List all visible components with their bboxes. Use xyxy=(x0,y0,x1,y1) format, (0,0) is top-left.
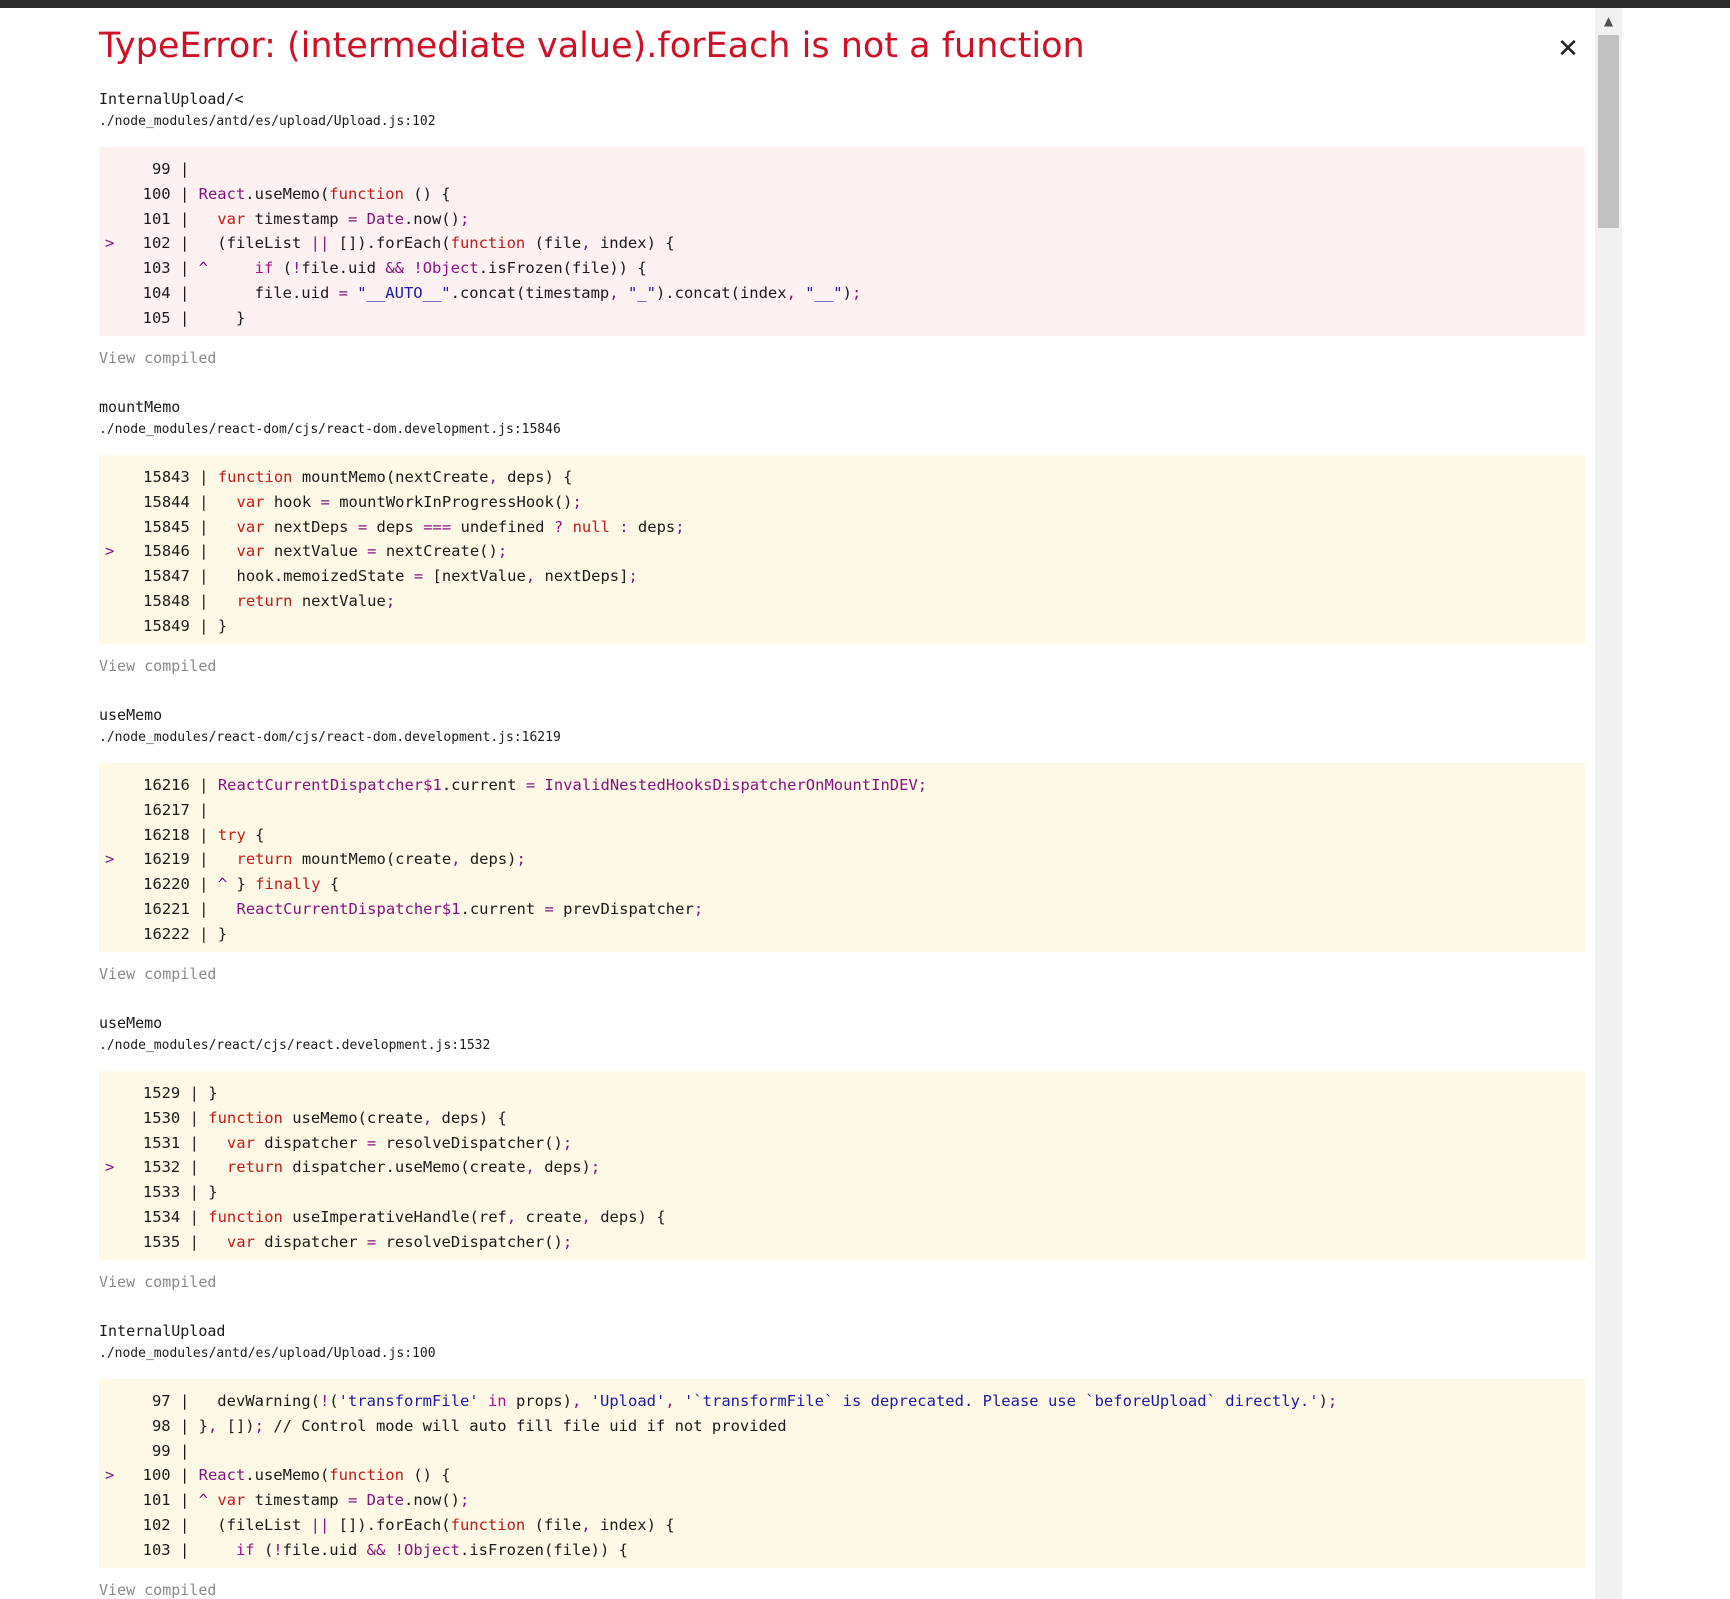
code-line xyxy=(99,1389,1585,1414)
code-text: function mountMemo(nextCreate, deps) { xyxy=(217,468,573,486)
line-number: 16216 xyxy=(143,776,190,794)
gutter-separator: | xyxy=(170,1466,199,1485)
view-compiled-link[interactable]: View compiled xyxy=(99,1273,217,1291)
code-line xyxy=(99,1106,1585,1131)
code-line xyxy=(99,1131,1585,1156)
error-overlay xyxy=(0,8,1595,1599)
code-line xyxy=(99,182,1585,207)
code-line xyxy=(99,490,1585,515)
line-number: 102 xyxy=(142,1515,171,1534)
error-line-marker: > xyxy=(105,1158,115,1177)
code-text: hook.memoizedState = [nextValue, nextDeps]; xyxy=(217,567,638,586)
gutter-separator: | xyxy=(170,1416,199,1435)
line-number: 15845 xyxy=(143,517,190,536)
view-compiled-link[interactable]: View compiled xyxy=(99,965,217,983)
error-line-marker: > xyxy=(105,1466,115,1485)
line-number: 1531 xyxy=(142,1133,181,1152)
line-number: 16218 xyxy=(143,825,190,844)
column-caret: ^ xyxy=(198,1491,208,1510)
line-number: 1530 xyxy=(142,1108,181,1127)
stack-frame xyxy=(99,1013,1585,1321)
error-line-marker: > xyxy=(105,850,115,869)
code-line xyxy=(99,231,1585,256)
code-line xyxy=(99,207,1585,232)
view-compiled-link[interactable]: View compiled xyxy=(99,349,217,367)
gutter-separator: | xyxy=(189,776,218,794)
gutter-separator: | xyxy=(189,899,218,918)
code-snippet xyxy=(99,1071,1585,1260)
code-line xyxy=(99,1180,1585,1205)
line-number: 100 xyxy=(142,1466,171,1485)
gutter-separator: | xyxy=(189,591,218,610)
code-line xyxy=(99,872,1585,897)
code-snippet xyxy=(99,147,1585,336)
code-line xyxy=(99,1488,1585,1513)
line-number: 16222 xyxy=(143,924,190,943)
code-text: React.useMemo(function () { xyxy=(198,184,451,203)
code-line xyxy=(99,773,1585,798)
code-text: (fileList || []).forEach(function (file, index) { xyxy=(198,234,675,253)
line-number: 1532 xyxy=(142,1158,181,1177)
code-text: } xyxy=(208,1183,218,1202)
code-text: } xyxy=(208,1084,218,1102)
frame-function-name: mountMemo xyxy=(99,398,181,416)
stack-frames xyxy=(99,89,1585,1599)
error-line-marker: > xyxy=(105,234,115,253)
line-number: 98 xyxy=(151,1416,171,1435)
line-number: 1534 xyxy=(142,1207,181,1226)
code-line xyxy=(99,1463,1585,1488)
line-number: 15848 xyxy=(143,591,190,610)
code-text: var dispatcher = resolveDispatcher(); xyxy=(226,1232,573,1251)
code-text: var dispatcher = resolveDispatcher(); xyxy=(226,1133,573,1152)
code-text: file.uid = "__AUTO__".concat(timestamp, "_").concat(index, "__"); xyxy=(198,283,862,302)
code-line xyxy=(99,614,1585,639)
code-text: return mountMemo(create, deps); xyxy=(236,850,526,869)
stack-frame xyxy=(99,705,1585,1013)
line-number: 105 xyxy=(142,308,171,327)
gutter-separator: | xyxy=(189,517,218,536)
code-line xyxy=(99,922,1585,947)
gutter-separator: | xyxy=(170,1441,199,1460)
frame-file-location: ./node_modules/antd/es/upload/Upload.js:102 xyxy=(99,114,436,129)
code-text: ReactCurrentDispatcher$1.current = prevDispatcher; xyxy=(236,899,704,918)
code-text: var nextValue = nextCreate(); xyxy=(236,542,508,561)
line-number: 16219 xyxy=(143,850,190,869)
gutter-separator: | xyxy=(180,1133,209,1152)
error-title: TypeError: (intermediate value).forEach is not a function xyxy=(99,26,1085,66)
close-button[interactable] xyxy=(1551,32,1585,66)
gutter-separator: | xyxy=(189,468,218,486)
code-line xyxy=(99,157,1585,182)
line-number: 16217 xyxy=(143,800,190,819)
gutter-separator: | xyxy=(189,850,218,869)
code-text: } finally { xyxy=(236,875,340,894)
line-number: 16220 xyxy=(143,875,190,894)
code-text: if (!file.uid && !Object.isFrozen(file)) { xyxy=(235,1540,628,1559)
error-line-marker: > xyxy=(105,542,115,561)
code-line xyxy=(99,1205,1585,1230)
frame-function-name: InternalUpload xyxy=(99,1322,226,1340)
code-line xyxy=(99,465,1585,490)
code-text: } xyxy=(198,308,246,327)
gutter-separator: | xyxy=(189,567,218,586)
code-line xyxy=(99,1155,1585,1180)
gutter-separator: | xyxy=(170,184,199,203)
code-text: if (!file.uid && !Object.isFrozen(file)) { xyxy=(254,259,647,278)
code-line xyxy=(99,823,1585,848)
code-text: function useImperativeHandle(ref, create, deps) { xyxy=(208,1207,666,1226)
code-text: devWarning(!('transformFile' in props), 'Upload', '`transformFile` is deprecated. Please use `beforeUpload` directly.'); xyxy=(198,1392,1338,1410)
code-text: try { xyxy=(217,825,265,844)
code-line xyxy=(99,515,1585,540)
code-line xyxy=(99,1230,1585,1255)
gutter-separator: | xyxy=(170,1540,199,1559)
line-number: 97 xyxy=(151,1392,171,1410)
code-line xyxy=(99,1414,1585,1439)
gutter-separator: | xyxy=(180,1232,209,1251)
close-icon: ✕ xyxy=(1557,34,1579,64)
gutter-separator: | xyxy=(189,875,218,894)
gutter-separator: | xyxy=(180,1158,209,1177)
code-line xyxy=(99,847,1585,872)
line-number: 15844 xyxy=(143,492,190,511)
code-text: var timestamp = Date.now(); xyxy=(217,1491,470,1510)
frame-file-location: ./node_modules/react-dom/cjs/react-dom.development.js:15846 xyxy=(99,422,561,437)
code-text: return nextValue; xyxy=(236,591,396,610)
line-number: 15847 xyxy=(143,567,190,586)
code-line xyxy=(99,1513,1585,1538)
gutter-separator: | xyxy=(189,924,218,943)
window-top-bar xyxy=(0,0,1730,8)
gutter-separator: | xyxy=(180,1183,209,1202)
gutter-separator: | xyxy=(180,1108,209,1127)
line-number: 99 xyxy=(151,1441,171,1460)
code-line xyxy=(99,1439,1585,1464)
line-number: 15849 xyxy=(143,616,190,635)
gutter-separator: | xyxy=(180,1207,209,1226)
frame-file-location: ./node_modules/antd/es/upload/Upload.js:100 xyxy=(99,1346,436,1361)
line-number: 1533 xyxy=(142,1183,181,1202)
frame-function-name: useMemo xyxy=(99,1014,163,1032)
code-line xyxy=(99,897,1585,922)
line-number: 101 xyxy=(142,1491,171,1510)
code-text: } xyxy=(217,924,228,943)
code-text: var nextDeps = deps === undefined ? null : deps; xyxy=(236,517,685,536)
gutter-separator: | xyxy=(189,800,218,819)
code-text: } xyxy=(217,616,228,635)
view-compiled-link[interactable]: View compiled xyxy=(99,657,217,675)
code-snippet xyxy=(99,763,1585,952)
frame-file-location: ./node_modules/react/cjs/react.development.js:1532 xyxy=(99,1038,491,1053)
stack-frame xyxy=(99,397,1585,705)
gutter-separator: | xyxy=(189,825,218,844)
code-snippet xyxy=(99,1379,1585,1568)
gutter-separator: | xyxy=(170,283,199,302)
line-number: 15843 xyxy=(143,468,190,486)
line-number: 100 xyxy=(142,184,171,203)
code-snippet xyxy=(99,455,1585,644)
frame-function-name: InternalUpload/< xyxy=(99,90,244,108)
code-line xyxy=(99,1081,1585,1106)
line-number: 99 xyxy=(151,160,171,178)
line-number: 101 xyxy=(142,209,171,228)
column-caret: ^ xyxy=(198,259,208,278)
code-text: return dispatcher.useMemo(create, deps); xyxy=(226,1158,601,1177)
code-line xyxy=(99,589,1585,614)
code-text: ReactCurrentDispatcher$1.current = InvalidNestedHooksDispatcherOnMountInDEV; xyxy=(217,776,928,794)
code-line xyxy=(99,1538,1585,1563)
gutter-separator: | xyxy=(170,160,199,178)
gutter-separator: | xyxy=(170,1392,199,1410)
gutter-separator: | xyxy=(170,209,199,228)
code-line xyxy=(99,306,1585,331)
line-number: 1529 xyxy=(142,1084,181,1102)
code-text: var timestamp = Date.now(); xyxy=(217,209,470,228)
gutter-separator: | xyxy=(170,234,199,253)
code-line xyxy=(99,281,1585,306)
stack-frame xyxy=(99,89,1585,397)
line-number: 15846 xyxy=(143,542,190,561)
scrollbar-thumb[interactable] xyxy=(1598,35,1619,228)
gutter-separator: | xyxy=(170,308,199,327)
column-caret: ^ xyxy=(217,875,228,894)
gutter-separator: | xyxy=(189,616,218,635)
line-number: 104 xyxy=(142,283,171,302)
code-line xyxy=(99,798,1585,823)
frame-function-name: useMemo xyxy=(99,706,163,724)
line-number: 1535 xyxy=(142,1232,181,1251)
gutter-separator: | xyxy=(189,542,218,561)
gutter-separator: | xyxy=(189,492,218,511)
gutter-separator: | xyxy=(170,1515,199,1534)
code-line xyxy=(99,564,1585,589)
code-line xyxy=(99,539,1585,564)
line-number: 103 xyxy=(142,259,171,278)
code-text: }, []); // Control mode will auto fill file uid if not provided xyxy=(198,1416,787,1435)
gutter-separator: | xyxy=(170,259,199,278)
frame-file-location: ./node_modules/react-dom/cjs/react-dom.development.js:16219 xyxy=(99,730,561,745)
gutter-separator: | xyxy=(170,1491,199,1510)
line-number: 103 xyxy=(142,1540,171,1559)
view-compiled-link[interactable]: View compiled xyxy=(99,1581,217,1599)
code-line xyxy=(99,256,1585,281)
gutter-separator: | xyxy=(180,1084,209,1102)
code-text: React.useMemo(function () { xyxy=(198,1466,451,1485)
code-text: (fileList || []).forEach(function (file, index) { xyxy=(198,1515,675,1534)
line-number: 16221 xyxy=(143,899,190,918)
code-text: function useMemo(create, deps) { xyxy=(208,1108,507,1127)
line-number: 102 xyxy=(142,234,171,253)
code-text: var hook = mountWorkInProgressHook(); xyxy=(236,492,582,511)
scrollbar[interactable] xyxy=(1595,8,1622,1599)
stack-frame xyxy=(99,1321,1585,1599)
scroll-up-arrow-icon[interactable]: ▲ xyxy=(1603,14,1614,28)
